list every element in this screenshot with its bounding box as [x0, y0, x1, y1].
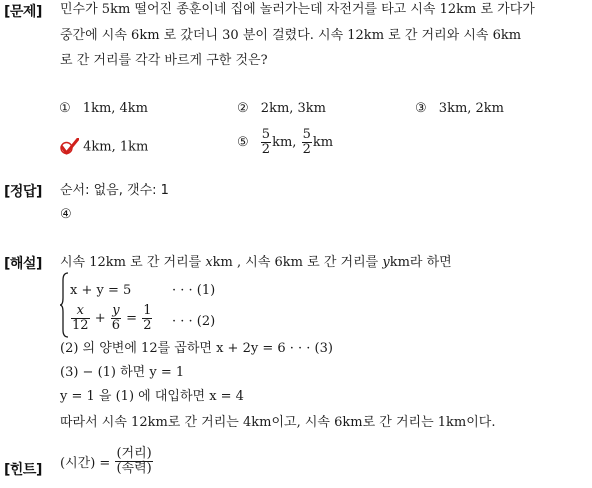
problem-line-1: 민수가 5km 떨어진 종훈이네 집에 놀러가는데 자전거를 타고 시속 12km 로 가다가: [60, 2, 535, 17]
equation-2-tag: · · · (2): [172, 314, 216, 329]
explanation-line-4: (2) 의 양변에 12를 곱하면 x + 2y = 6 · · · (3): [60, 341, 333, 356]
problem-line-2: 중간에 시속 6km 로 갔더니 30 분이 걸렸다. 시속 12km 로 간 거리와 시속 6km: [60, 28, 522, 43]
option-3[interactable]: [415, 100, 504, 118]
hint-label: [힌트]: [4, 462, 42, 478]
hint-fraction: $\frac{\text{(거리)}}{\text{(속력)}}$: [116, 446, 152, 476]
option-2-marker: ②: [237, 101, 249, 116]
option-5-fraction-2: $\frac{5}{2}$: [302, 127, 311, 157]
equation-1-tag: · · · (1): [172, 283, 216, 298]
answer-marker: ④: [60, 207, 72, 222]
equation-1: x + y = 5: [70, 283, 132, 298]
problem-line-3: 로 간 거리를 각각 바르게 구한 것은?: [60, 53, 268, 68]
problem-label: [문제]: [4, 4, 42, 20]
option-5-unit-1: km,: [272, 135, 301, 150]
explanation-label: [해설]: [4, 256, 42, 272]
equation-2-fraction-y: $\frac{y}{6}$: [111, 303, 121, 333]
option-5-marker: ⑤: [237, 135, 249, 150]
explanation-line-5: (3) − (1) 하면 y = 1: [60, 365, 185, 380]
option-5[interactable]: [237, 128, 333, 157]
option-1-text: 1km, 4km: [82, 101, 149, 116]
option-1[interactable]: [59, 100, 148, 118]
hint-formula: [60, 447, 154, 476]
option-1-marker: ①: [59, 101, 71, 116]
explanation-line-1: 시속 12km 로 간 거리를 xkm , 시속 6km 로 간 거리를 ykm라 하면: [60, 255, 452, 270]
option-5-unit-2: km: [312, 135, 334, 150]
option-3-marker: ③: [415, 101, 427, 116]
explanation-line-6: y = 1 을 (1) 에 대입하면 x = 4: [60, 389, 244, 404]
option-2-text: 2km, 3km: [260, 101, 327, 116]
explanation-line-7: 따라서 시속 12km로 간 거리는 4km이고, 시속 6km로 간 거리는 1km이다.: [60, 415, 496, 430]
option-4-text: 4km, 1km: [83, 139, 149, 155]
option-5-fraction-1: $\frac{5}{2}$: [261, 127, 271, 157]
option-2[interactable]: [237, 100, 326, 118]
option-4[interactable]: [59, 138, 148, 157]
system-brace: [59, 272, 69, 338]
equation-2: $\frac{x}{12}$ + $\frac{y}{6}$ = $\frac{1}{2}$: [72, 303, 152, 333]
check-mark-icon: [59, 138, 79, 156]
equation-2-fraction-half: $\frac{1}{2}$: [143, 303, 152, 333]
option-3-text: 3km, 2km: [438, 101, 505, 116]
hint-lhs: (시간) =: [60, 456, 111, 471]
answer-label: [정답]: [4, 184, 42, 200]
equation-2-fraction-x: $\frac{x}{12}$: [72, 303, 89, 333]
answer-line: 순서: 없음, 갯수: 1: [60, 183, 169, 198]
